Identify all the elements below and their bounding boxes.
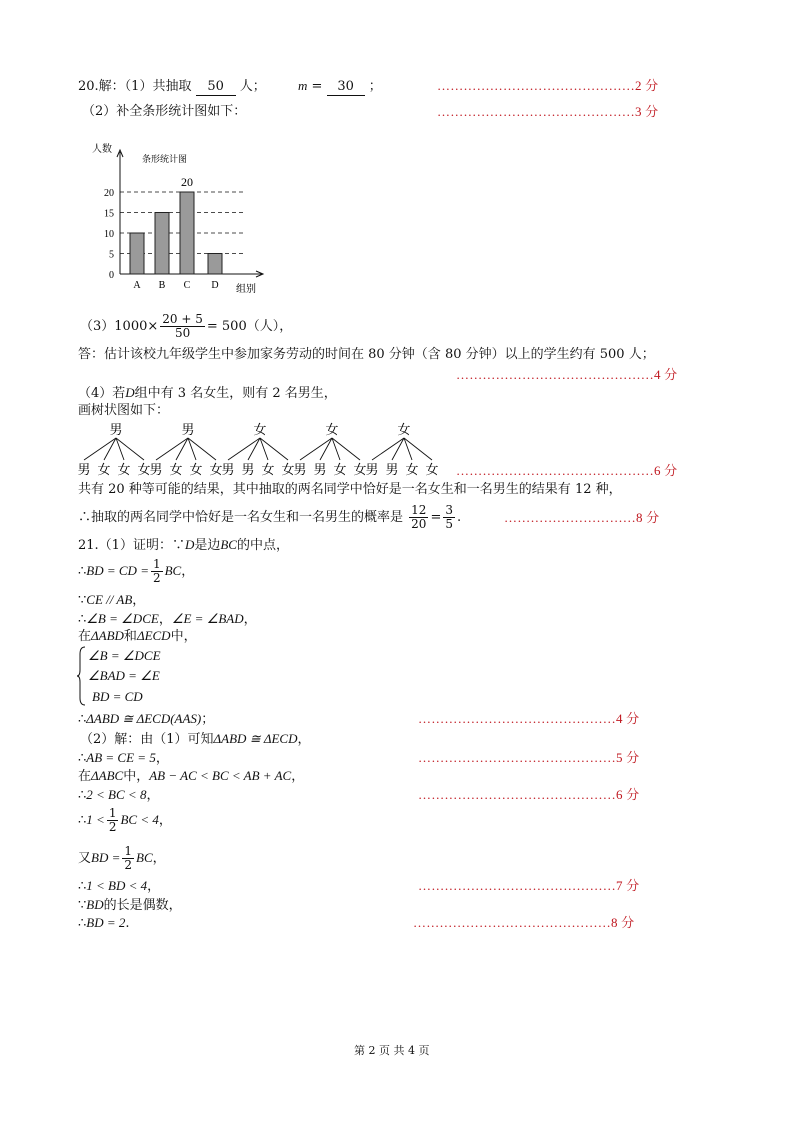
q21-point-d: D: [184, 537, 195, 552]
q20-eq: =: [307, 79, 327, 94]
q21-l14-bd: BD: [86, 897, 104, 912]
q21-l4-prefix: ∴: [78, 612, 87, 627]
y-tick-label: 0: [109, 270, 114, 281]
tree-leaf: 男: [313, 463, 327, 476]
q21-l11-den: 2: [108, 820, 117, 834]
q21-sys-2: ∠BAD = ∠E: [88, 668, 160, 683]
q20-line4: 答：估计该校九年级学生中参加家务劳动的时间在 80 分钟（含 80 分钟）以上的学生约有 500 人；: [78, 347, 655, 362]
q21-l1-end: 的中点，: [236, 538, 289, 553]
q21-line5: [78, 628, 197, 645]
q21-l12-num: 1: [124, 844, 133, 858]
q21-l12-b: BC: [136, 850, 153, 865]
q21-line9: [78, 768, 304, 785]
tree-leaf: 男: [241, 463, 255, 476]
q21-line8: [78, 750, 169, 767]
tree-leaf: 女: [189, 463, 203, 476]
x-tick-label: B: [158, 280, 166, 291]
q20-probability-text: ∴抽取的两名同学中恰好是一名女生和一名男生的概率是: [78, 510, 404, 525]
q21-l5-t1: ΔABD: [91, 628, 124, 643]
q21-l10-end: ，: [146, 788, 160, 803]
q20-fraction-den: 50: [174, 326, 191, 340]
q21-l6-prefix: ∴: [78, 712, 87, 727]
q21-l11-b: BC < 4: [120, 812, 159, 827]
q20-line1: [78, 78, 382, 96]
q21-l15-prefix: ∴: [78, 916, 87, 931]
tree-branch: [104, 438, 116, 460]
q21-l15-end: .: [125, 916, 130, 931]
q21-l9-expr: AB − AC < BC < AB + AC: [149, 768, 292, 783]
q21-l14-prefix: ∵: [78, 898, 87, 913]
q21-l2-den: 2: [152, 571, 161, 585]
tree-branch: [228, 438, 260, 460]
q21-l7-expr: ΔABD ≅ ΔECD: [213, 731, 298, 746]
tree-branch: [372, 438, 404, 460]
tree-branch: [392, 438, 404, 460]
score-3: ………………………………………3 分: [437, 104, 659, 119]
q21-l7-end: ，: [297, 732, 311, 747]
data-label: 20: [181, 175, 193, 189]
y-tick-label: 5: [109, 249, 114, 261]
tree-leaf: 女: [137, 463, 151, 476]
q21-l12-end: ，: [152, 851, 166, 866]
q21-l4-expr1: ∠B = ∠DCE: [86, 611, 159, 626]
q21-l2-tail: BC: [164, 563, 182, 578]
tree-leaf: 男: [77, 463, 91, 476]
q20-group-d: D: [125, 385, 135, 400]
y-tick-label: 10: [104, 229, 114, 240]
q21-l14-rest: 的长是偶数，: [103, 898, 182, 913]
x-tick-label: D: [211, 280, 219, 291]
x-axis-label: 组别: [236, 284, 256, 295]
y-axis-label: 人数: [92, 144, 112, 155]
q21-l15-expr: BD = 2: [86, 915, 126, 930]
score-6b: ………………………………………6 分: [418, 787, 640, 802]
score-6: ………………………………………6 分: [456, 463, 678, 478]
q21-l3-expr: CE // AB: [86, 592, 133, 607]
tree-root: 女: [397, 423, 411, 438]
score-5: ………………………………………5 分: [418, 750, 640, 765]
tree-root: 男: [181, 423, 195, 438]
q21-l7-prefix: （2）解：由（1）可知: [80, 732, 214, 747]
q20-unit-text: 人；: [239, 79, 266, 94]
q21-line7: [80, 731, 311, 748]
tree-leaf: 女: [281, 463, 295, 476]
score-7: ………………………………………7 分: [418, 878, 640, 893]
q21-l2-expr: BD = CD =: [86, 563, 149, 578]
q21-l3-end: ，: [132, 593, 146, 608]
bar-A: [130, 233, 144, 274]
q21-line10: [78, 787, 159, 804]
q21-line12: [78, 843, 166, 873]
q21-l1-prefix: 21.（1）证明：∵: [78, 538, 185, 553]
q21-line3: [78, 592, 145, 609]
q21-l13-end: ，: [147, 879, 161, 894]
q21-l8-prefix: ∴: [78, 751, 87, 766]
bar-D: [208, 254, 222, 275]
x-tick-label: A: [133, 280, 141, 291]
tree-leaf: 女: [333, 463, 347, 476]
q21-line6: [78, 711, 214, 728]
q21-l5-mid: 和: [123, 629, 137, 644]
q20-part4-rest: 组中有 3 名女生，则有 2 名男生，: [134, 386, 337, 401]
score-4: ………………………………………4 分: [456, 367, 678, 382]
tree-leaf: 男: [293, 463, 307, 476]
q20-line7: 共有 20 种等可能的结果，其中抽取的两名同学中恰好是一名女生和一名男生的结果有 12 种，: [78, 482, 622, 497]
q21-l11-frac: [107, 807, 119, 834]
tree-leaf: 男: [365, 463, 379, 476]
tree-branch: [300, 438, 332, 460]
q20-line5: [78, 385, 337, 402]
tree-leaf: 女: [261, 463, 275, 476]
q20-part1-text: 20.解：（1）共抽取: [78, 79, 192, 94]
q21-l9-end: ，: [291, 769, 305, 784]
q21-side-bc: BC: [220, 537, 237, 552]
q20-line6: 画树状图如下：: [78, 403, 170, 418]
q21-l2-end: ，: [181, 564, 195, 579]
q21-line14: [78, 897, 182, 914]
q21-l4-expr2: ∠E = ∠BAD: [171, 611, 244, 626]
q21-line15: [78, 915, 130, 932]
q20-part3-prefix: （3）: [80, 319, 115, 334]
tree-leaf: 女: [97, 463, 111, 476]
tree-diagram: [76, 420, 456, 476]
tree-leaf: 男: [149, 463, 163, 476]
q21-l12-den: 2: [124, 858, 133, 872]
tree-leaf: 女: [425, 463, 439, 476]
page-footer: 第 2 页 共 4 页: [354, 1044, 430, 1057]
tree-leaf: 女: [353, 463, 367, 476]
chart-title: 条形统计图: [142, 155, 188, 165]
q21-l6-end: ；: [201, 712, 215, 727]
q21-l13-expr: 1 < BD < 4: [86, 878, 148, 893]
q20-prob-fraction-2: [443, 504, 455, 531]
bar-B: [155, 213, 169, 275]
q20-line2: （2）补全条形统计图如下：: [82, 104, 247, 119]
y-tick-label: 15: [104, 208, 114, 220]
score-2: ………………………………………2 分: [437, 78, 659, 93]
q21-l5-end: 中，: [170, 629, 197, 644]
q20-times: ×: [147, 319, 159, 334]
q21-l9-t: ΔABC: [91, 768, 124, 783]
tree-root: 女: [253, 423, 267, 438]
q21-l10-expr: 2 < BC < 8: [86, 787, 147, 802]
tree-branch: [320, 438, 332, 460]
q21-line11: [78, 805, 172, 835]
score-8b: ………………………………………8 分: [413, 915, 635, 930]
q21-l5-prefix: 在: [78, 629, 92, 644]
q21-l11-num: 1: [108, 806, 117, 820]
x-tick-label: C: [183, 280, 191, 291]
tree-branch: [84, 438, 116, 460]
q20-line3: [80, 312, 292, 342]
q21-sys-3: BD = CD: [92, 689, 143, 704]
tree-leaf: 男: [385, 463, 399, 476]
y-tick-label: 20: [104, 188, 114, 199]
q21-line1: [78, 537, 289, 554]
q21-l1-mid: 是边: [194, 538, 221, 553]
tree-leaf: 女: [209, 463, 223, 476]
q21-l12-a: BD =: [91, 850, 121, 865]
tree-leaf: 男: [221, 463, 235, 476]
q20-prob-eq: =: [430, 510, 442, 525]
q20-prob-end: .: [456, 510, 462, 525]
q20-answer-total: 50: [196, 79, 236, 96]
q20-prob-num-2: 3: [445, 503, 453, 517]
q20-line8: [78, 503, 461, 533]
q21-l2-frac: [151, 558, 163, 585]
tree-root: 女: [325, 423, 339, 438]
tree-branch: [248, 438, 260, 460]
q21-line13: [78, 878, 160, 895]
score-8a: …………………………8 分: [504, 510, 660, 525]
q21-l12-prefix: 又: [78, 851, 92, 866]
score-4b: ………………………………………4 分: [418, 711, 640, 726]
q20-fraction: [160, 313, 205, 340]
tree-leaf: 女: [117, 463, 131, 476]
tree-leaf: 女: [405, 463, 419, 476]
q20-prob-den-2: 5: [445, 517, 453, 531]
tree-root: 男: [109, 423, 123, 438]
q21-line2: [78, 556, 194, 586]
q20-result: = 500（人），: [206, 319, 293, 334]
q21-l12-frac: [122, 845, 134, 872]
q21-l6-expr: ΔABD ≅ ΔECD(AAS): [86, 711, 202, 726]
q20-prob-num-1: 12: [411, 503, 427, 517]
bar-chart: [86, 140, 276, 300]
q21-l9-mid: 中，: [123, 769, 150, 784]
q21-sys-1: ∠B = ∠DCE: [88, 648, 161, 663]
q21-l13-prefix: ∴: [78, 879, 87, 894]
q20-prob-fraction-1: [409, 504, 428, 531]
q21-l4-sep: ，: [158, 612, 172, 627]
q21-l9-prefix: 在: [78, 769, 92, 784]
q21-l4-end: ，: [243, 612, 257, 627]
tree-branch: [176, 438, 188, 460]
q21-l10-prefix: ∴: [78, 788, 87, 803]
q21-l2-num: 1: [152, 557, 161, 571]
q21-line4: [78, 611, 257, 628]
system-brace: [77, 646, 87, 706]
q20-m-label: m: [298, 78, 308, 93]
q20-line1-end: ；: [368, 79, 382, 94]
tree-leaf: 女: [169, 463, 183, 476]
tree-branch: [156, 438, 188, 460]
q20-fraction-num: 20 + 5: [162, 312, 203, 326]
q21-l11-a: 1 <: [86, 812, 105, 827]
q20-part4-prefix: （4）若: [78, 386, 126, 401]
q20-answer-m: 30: [327, 79, 365, 96]
q20-sample-total: 1000: [114, 319, 148, 334]
q20-prob-den-1: 20: [411, 517, 427, 531]
q21-l2-prefix: ∴: [78, 564, 87, 579]
q21-l5-t2: ΔECD: [136, 628, 171, 643]
q21-l8-end: ，: [155, 751, 169, 766]
q21-l11-prefix: ∴: [78, 813, 87, 828]
q21-l11-end: ，: [158, 813, 172, 828]
q21-l8-expr: AB = CE = 5: [86, 750, 156, 765]
bar-C: [180, 192, 194, 274]
q21-l3-prefix: ∵: [78, 593, 87, 608]
